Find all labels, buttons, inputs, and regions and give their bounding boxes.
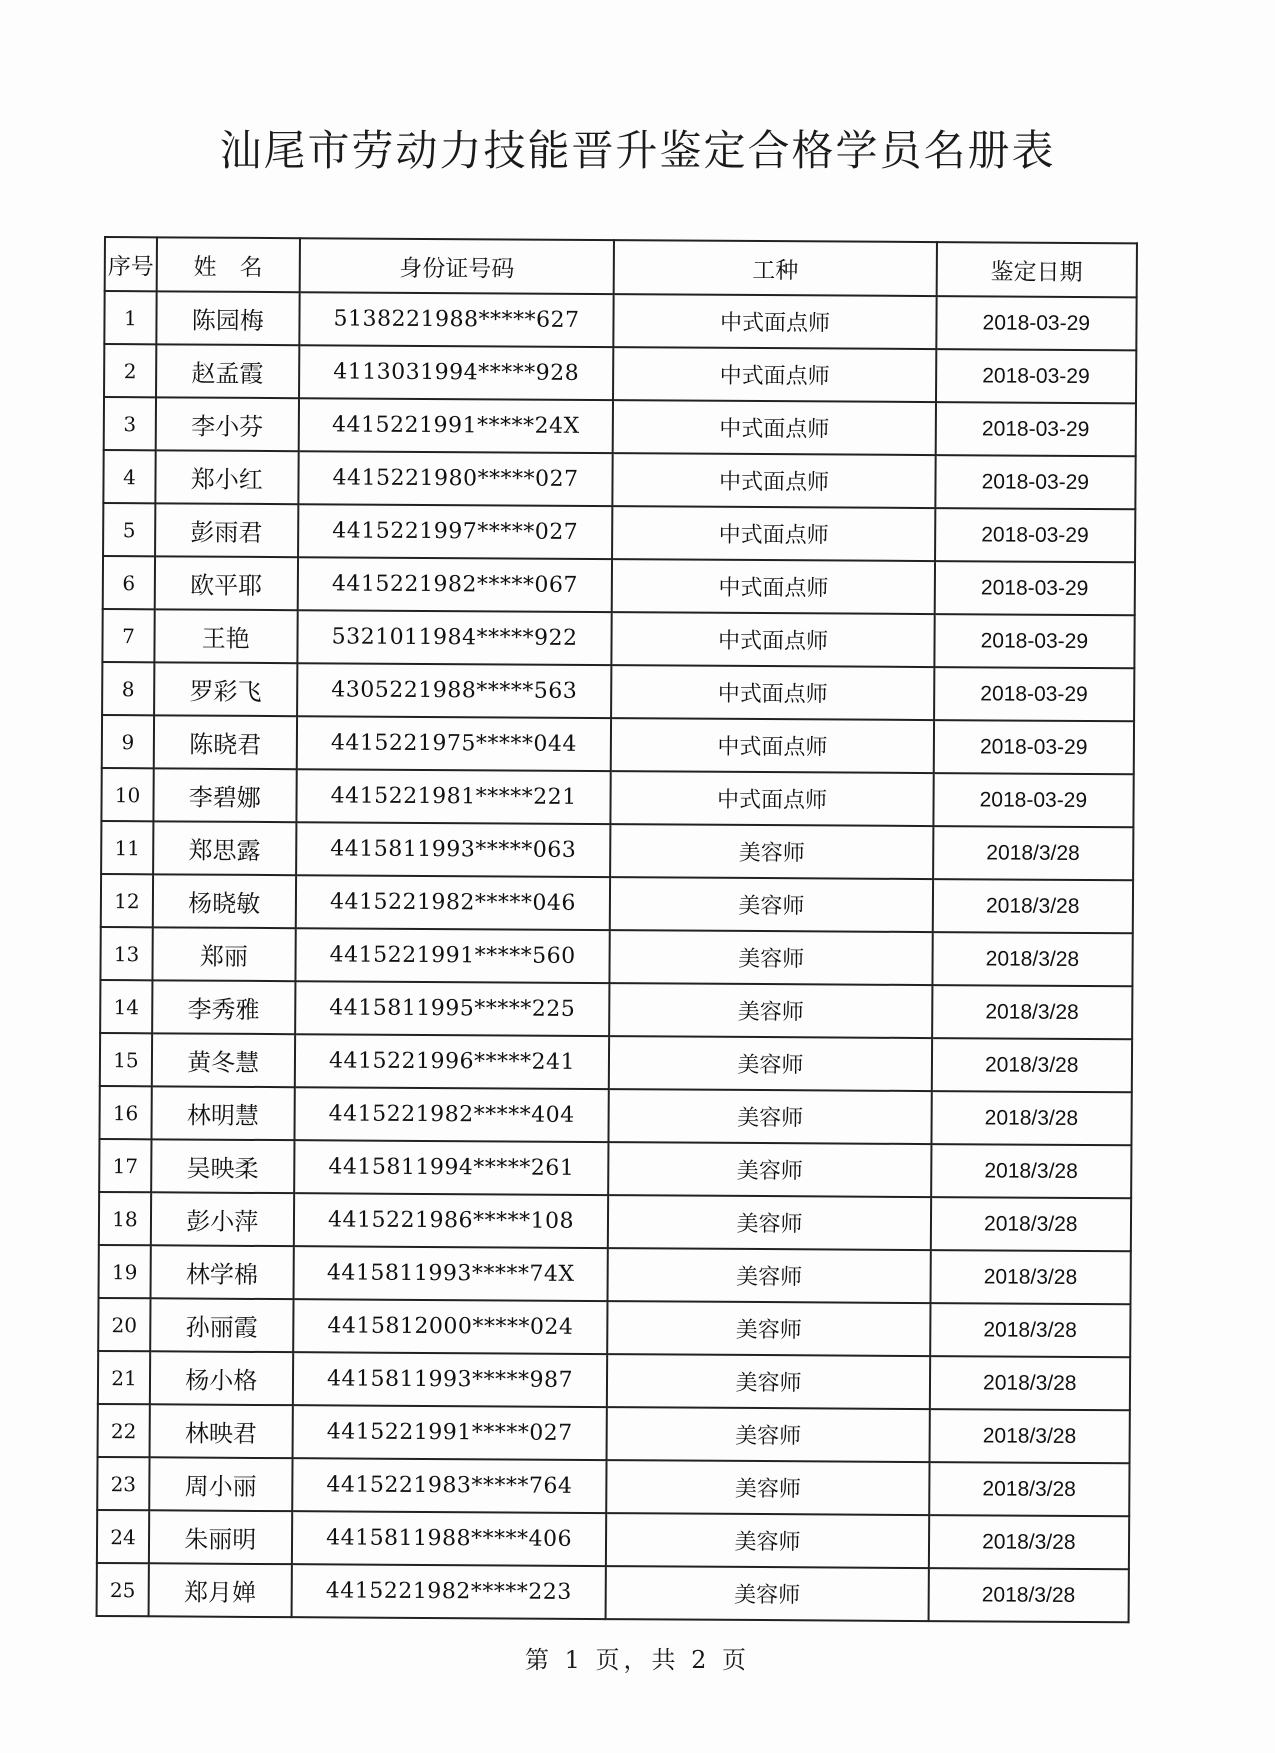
- cell-trade: 美容师: [610, 930, 932, 985]
- cell-trade: 美容师: [611, 824, 933, 879]
- cell-name: 林学棉: [150, 1245, 293, 1299]
- cell-trade: 中式面点师: [613, 453, 935, 508]
- cell-id-number: 4415221982*****067: [297, 557, 612, 612]
- cell-id-number: 4415811993*****987: [293, 1352, 608, 1407]
- cell-serial-number: 14: [100, 980, 152, 1033]
- cell-appraisal-date: 2018/3/28: [930, 1197, 1131, 1251]
- cell-appraisal-date: 2018/3/28: [931, 1091, 1132, 1145]
- roster-table: [96, 236, 1138, 1623]
- cell-serial-number: 4: [103, 450, 155, 503]
- cell-appraisal-date: 2018-03-29: [936, 349, 1137, 403]
- cell-trade: 美容师: [608, 1248, 930, 1303]
- cell-serial-number: 13: [100, 927, 152, 980]
- page-title: 汕尾市劳动力技能晋升鉴定合格学员名册表: [219, 126, 1056, 175]
- cell-name: 陈晓君: [154, 715, 297, 769]
- cell-appraisal-date: 2018-03-29: [934, 667, 1135, 721]
- cell-id-number: 4415221981*****221: [296, 769, 611, 824]
- cell-trade: 美容师: [607, 1354, 929, 1409]
- cell-id-number: 5321011984*****922: [297, 610, 612, 665]
- cell-id-number: 4415221991*****027: [292, 1405, 607, 1460]
- cell-serial-number: 17: [99, 1139, 151, 1192]
- cell-id-number: 4415221997*****027: [298, 504, 613, 559]
- cell-name: 朱丽明: [149, 1510, 292, 1564]
- table-row: [103, 450, 1135, 509]
- cell-serial-number: 9: [102, 715, 154, 768]
- cell-name: 陈园梅: [156, 291, 299, 345]
- header-serial-number: 序号: [105, 237, 157, 291]
- cell-name: 李小芬: [156, 397, 299, 451]
- cell-name: 杨小格: [150, 1351, 293, 1405]
- table-row: [102, 662, 1134, 721]
- cell-serial-number: 10: [101, 768, 153, 821]
- cell-serial-number: 25: [97, 1563, 149, 1616]
- cell-trade: 美容师: [610, 877, 932, 932]
- table-row: [100, 1033, 1132, 1092]
- cell-name: 罗彩飞: [154, 662, 297, 716]
- cell-name: 彭小萍: [151, 1192, 294, 1246]
- cell-name: 郑思露: [153, 821, 296, 875]
- cell-appraisal-date: 2018-03-29: [935, 508, 1136, 562]
- cell-name: 林明慧: [151, 1086, 294, 1140]
- cell-trade: 美容师: [609, 1142, 931, 1197]
- cell-appraisal-date: 2018-03-29: [934, 614, 1135, 668]
- table-header: [105, 237, 1137, 297]
- cell-serial-number: 19: [99, 1245, 151, 1298]
- table-row: [103, 503, 1135, 562]
- cell-trade: 中式面点师: [612, 612, 934, 667]
- cell-name: 王艳: [154, 609, 297, 663]
- cell-serial-number: 18: [99, 1192, 151, 1245]
- header-row: [105, 237, 1137, 297]
- cell-appraisal-date: 2018-03-29: [934, 561, 1135, 615]
- table-body: [97, 291, 1137, 1622]
- cell-appraisal-date: 2018/3/28: [929, 1356, 1130, 1410]
- cell-name: 郑小红: [155, 450, 298, 504]
- cell-serial-number: 2: [104, 344, 156, 397]
- table-row: [98, 1404, 1130, 1463]
- cell-serial-number: 21: [98, 1351, 150, 1404]
- cell-trade: 美容师: [607, 1460, 929, 1515]
- table-row: [100, 927, 1132, 986]
- cell-appraisal-date: 2018/3/28: [931, 1038, 1132, 1092]
- cell-appraisal-date: 2018/3/28: [930, 1250, 1131, 1304]
- cell-trade: 美容师: [610, 983, 932, 1038]
- cell-id-number: 4415811995*****225: [295, 981, 610, 1036]
- cell-id-number: 4415221982*****046: [295, 875, 610, 930]
- cell-trade: 美容师: [608, 1195, 930, 1250]
- cell-id-number: 4113031994*****928: [299, 345, 614, 400]
- cell-serial-number: 1: [104, 291, 156, 344]
- cell-serial-number: 16: [99, 1086, 151, 1139]
- cell-id-number: 4415221982*****404: [294, 1087, 609, 1142]
- table-row: [102, 715, 1134, 774]
- cell-appraisal-date: 2018/3/28: [932, 985, 1133, 1039]
- cell-serial-number: 22: [98, 1404, 150, 1457]
- cell-name: 彭雨君: [155, 503, 298, 557]
- header-id-number: 身份证号码: [299, 238, 614, 294]
- cell-serial-number: 6: [103, 556, 155, 609]
- cell-appraisal-date: 2018/3/28: [928, 1568, 1129, 1622]
- cell-trade: 中式面点师: [612, 506, 934, 561]
- cell-id-number: 4415811993*****063: [296, 822, 611, 877]
- cell-appraisal-date: 2018/3/28: [929, 1462, 1130, 1516]
- table-row: [104, 397, 1136, 456]
- table-row: [99, 1086, 1131, 1145]
- cell-appraisal-date: 2018/3/28: [933, 826, 1134, 880]
- cell-trade: 中式面点师: [611, 718, 933, 773]
- cell-id-number: 4415221980*****027: [298, 451, 613, 506]
- cell-trade: 中式面点师: [614, 294, 936, 349]
- cell-appraisal-date: 2018-03-29: [935, 402, 1136, 456]
- cell-appraisal-date: 2018-03-29: [933, 773, 1134, 827]
- cell-serial-number: 3: [104, 397, 156, 450]
- table-row: [100, 980, 1132, 1039]
- cell-appraisal-date: 2018-03-29: [933, 720, 1134, 774]
- cell-trade: 美容师: [607, 1407, 929, 1462]
- cell-appraisal-date: 2018-03-29: [935, 455, 1136, 509]
- table-row: [99, 1245, 1131, 1304]
- cell-appraisal-date: 2018/3/28: [932, 932, 1133, 986]
- cell-id-number: 4415811994*****261: [294, 1140, 609, 1195]
- header-appraisal-date: 鉴定日期: [936, 242, 1137, 297]
- table-row: [102, 609, 1134, 668]
- table-row: [97, 1457, 1129, 1516]
- cell-appraisal-date: 2018/3/28: [929, 1409, 1130, 1463]
- cell-name: 杨晓敏: [153, 874, 296, 928]
- cell-trade: 中式面点师: [613, 400, 935, 455]
- cell-trade: 中式面点师: [611, 771, 933, 826]
- cell-serial-number: 8: [102, 662, 154, 715]
- cell-serial-number: 11: [101, 821, 153, 874]
- cell-id-number: 4415221996*****241: [294, 1034, 609, 1089]
- cell-trade: 中式面点师: [613, 347, 935, 402]
- cell-serial-number: 15: [100, 1033, 152, 1086]
- cell-id-number: 4415221983*****764: [292, 1458, 607, 1513]
- table-row: [103, 556, 1135, 615]
- table-row: [101, 821, 1133, 880]
- cell-name: 黄冬慧: [152, 1033, 295, 1087]
- cell-trade: 美容师: [606, 1513, 928, 1568]
- table-row: [97, 1510, 1129, 1569]
- header-trade: 工种: [614, 240, 936, 296]
- table-row: [99, 1192, 1131, 1251]
- cell-appraisal-date: 2018-03-29: [936, 296, 1137, 350]
- cell-name: 吴映柔: [151, 1139, 294, 1193]
- cell-id-number: 4415811988*****406: [292, 1511, 607, 1566]
- table-row: [104, 344, 1136, 403]
- cell-trade: 美容师: [609, 1036, 931, 1091]
- cell-trade: 中式面点师: [612, 559, 934, 614]
- table-row: [101, 768, 1133, 827]
- table-row: [99, 1139, 1131, 1198]
- cell-name: 郑月婵: [148, 1563, 291, 1617]
- cell-serial-number: 24: [97, 1510, 149, 1563]
- cell-name: 周小丽: [149, 1457, 292, 1511]
- cell-trade: 中式面点师: [612, 665, 934, 720]
- cell-name: 郑丽: [152, 927, 295, 981]
- cell-id-number: 5138221988*****627: [299, 292, 614, 347]
- table-row: [101, 874, 1133, 933]
- table-row: [97, 1563, 1129, 1622]
- table-row: [98, 1351, 1130, 1410]
- cell-id-number: 4415221986*****108: [293, 1193, 608, 1248]
- cell-serial-number: 20: [98, 1298, 150, 1351]
- cell-appraisal-date: 2018/3/28: [930, 1303, 1131, 1357]
- cell-name: 林映君: [149, 1404, 292, 1458]
- cell-serial-number: 7: [102, 609, 154, 662]
- header-name: 姓 名: [157, 237, 300, 292]
- cell-appraisal-date: 2018/3/28: [932, 879, 1133, 933]
- table-row: [104, 291, 1136, 350]
- page-footer: 第 1 页，共 2 页: [524, 1646, 751, 1674]
- cell-id-number: 4415811993*****74X: [293, 1246, 608, 1301]
- cell-name: 欧平耶: [155, 556, 298, 610]
- cell-trade: 美容师: [606, 1566, 928, 1621]
- cell-id-number: 4415221975*****044: [296, 716, 611, 771]
- cell-name: 李秀雅: [152, 980, 295, 1034]
- cell-name: 孙丽霞: [150, 1298, 293, 1352]
- table-row: [98, 1298, 1130, 1357]
- cell-id-number: 4415812000*****024: [293, 1299, 608, 1354]
- cell-id-number: 4415221991*****24X: [298, 398, 613, 453]
- cell-appraisal-date: 2018/3/28: [931, 1144, 1132, 1198]
- cell-serial-number: 5: [103, 503, 155, 556]
- cell-name: 李碧娜: [153, 768, 296, 822]
- cell-id-number: 4305221988*****563: [297, 663, 612, 718]
- cell-id-number: 4415221982*****223: [291, 1564, 606, 1619]
- cell-name: 赵孟霞: [156, 344, 299, 398]
- cell-id-number: 4415221991*****560: [295, 928, 610, 983]
- cell-serial-number: 23: [97, 1457, 149, 1510]
- cell-trade: 美容师: [609, 1089, 931, 1144]
- cell-trade: 美容师: [608, 1301, 930, 1356]
- cell-serial-number: 12: [101, 874, 153, 927]
- cell-appraisal-date: 2018/3/28: [928, 1515, 1129, 1569]
